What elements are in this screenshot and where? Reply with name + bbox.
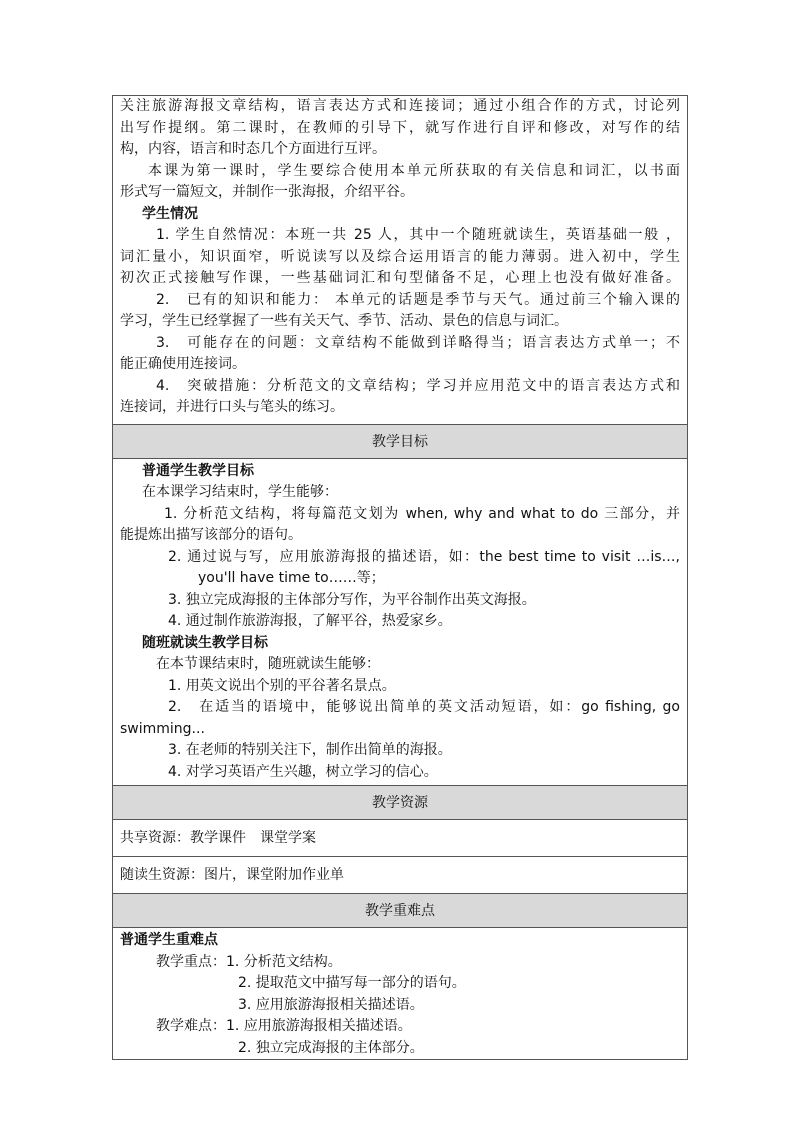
text-line: 1. 学生自然情况：本班一共 25 人，其中一个随班就读生，英语基础一般 ， bbox=[156, 227, 680, 243]
text-line: 出写作提纲。第二课时，在教师的引导下，就写作进行自评和修改，对写作的结 bbox=[120, 119, 680, 136]
shared-resources-cell bbox=[113, 820, 687, 857]
text-line: 3. 可能存在的问题：文章结构不能做到详略得当；语言表达方式单一；不 bbox=[156, 334, 680, 351]
text-line: 教学重点：1. 分析范文结构。 bbox=[156, 953, 342, 970]
text-line: 本课为第一课时，学生要综合使用本单元所获取的有关信息和词汇，以书面 bbox=[148, 162, 680, 179]
text-line: 形式写一篇短文，并制作一张海报，介绍平谷。 bbox=[120, 184, 414, 200]
text-line: 2. 独立完成海报的主体部分。 bbox=[238, 1039, 424, 1056]
special-resources: 随读生资源：图片，课堂附加作业单 bbox=[120, 867, 344, 883]
text-line: 1. 用英文说出个别的平谷著名景点。 bbox=[168, 677, 396, 694]
text-line: 构，内容，语言和时态几个方面进行互评。 bbox=[120, 141, 386, 157]
section-heading: 普通学生重难点 bbox=[120, 932, 218, 948]
text-line: 学习，学生已经掌握了一些有关天气、季节、活动、景色的信息与词汇。 bbox=[120, 313, 568, 329]
goals-header: 教学目标 bbox=[113, 425, 687, 459]
text-line: 关注旅游海报文章结构，语言表达方式和连接词；通过小组合作的方式，讨论列 bbox=[120, 98, 680, 114]
text-line: 2. 通过说与写，应用旅游海报的描述语，如：the best time to visit …is…, bbox=[168, 548, 680, 565]
text-line: 4. 突破措施：分析范文的文章结构；学习并应用范文中的语言表达方式和 bbox=[156, 377, 680, 394]
section-heading: 学生情况 bbox=[142, 205, 198, 222]
text-line: 2. 已有的知识和能力： 本单元的话题是季节与天气。通过前三个输入课的 bbox=[156, 291, 680, 308]
text-line: 在本课学习结束时，学生能够： bbox=[142, 484, 338, 500]
lesson-plan-table bbox=[112, 95, 688, 1060]
text-line: 4. 对学习英语产生兴趣，树立学习的信心。 bbox=[168, 763, 438, 780]
text-line: 能提炼出描写该部分的语句。 bbox=[120, 527, 302, 543]
section-heading: 随班就读生教学目标 bbox=[142, 634, 268, 651]
shared-resources: 共享资源：教学课件 课堂学案 bbox=[120, 830, 316, 846]
text-line: 教学难点：1. 应用旅游海报相关描述语。 bbox=[156, 1018, 412, 1034]
text-line: 词汇量小，知识面窄，听说读写以及综合运用语言的能力薄弱。进入初中，学生 bbox=[120, 248, 680, 265]
difficulty-header: 教学重难点 bbox=[113, 894, 687, 928]
text-line: 4. 通过制作旅游海报，了解平谷，热爱家乡。 bbox=[168, 613, 452, 629]
text-line: 3. 独立完成海报的主体部分写作，为平谷制作出英文海报。 bbox=[168, 591, 536, 608]
difficulty-cell bbox=[113, 928, 687, 1059]
text-line: 能正确使用连接词。 bbox=[120, 356, 246, 372]
text-line: 3. 在老师的特别关注下，制作出简单的海报。 bbox=[168, 742, 452, 758]
text-line: swimming... bbox=[120, 720, 205, 737]
text-line: 初次正式接触写作课，一些基础词汇和句型储备不足，心理上也没有做好准备。 bbox=[120, 270, 680, 286]
text-line: you'll have time to……等； bbox=[198, 570, 385, 586]
resources-header: 教学资源 bbox=[113, 786, 687, 820]
text-line: 2. 提取范文中描写每一部分的语句。 bbox=[238, 975, 466, 991]
text-line: 在本节课结束时，随班就读生能够： bbox=[156, 656, 380, 672]
special-resources-cell bbox=[113, 857, 687, 894]
text-line: 1. 分析范文结构，将每篇范文划为 when, why and what to do 三部分，并 bbox=[164, 505, 680, 522]
goals-cell bbox=[113, 459, 687, 787]
text-line: 3. 应用旅游海报相关描述语。 bbox=[238, 996, 424, 1013]
section-heading: 普通学生教学目标 bbox=[142, 462, 254, 479]
overview-cell bbox=[113, 96, 687, 425]
text-line: 2. 在适当的语境中，能够说出简单的英文活动短语，如：go fishing, go bbox=[168, 699, 680, 715]
text-line: 连接词，并进行口头与笔头的练习。 bbox=[120, 399, 344, 415]
